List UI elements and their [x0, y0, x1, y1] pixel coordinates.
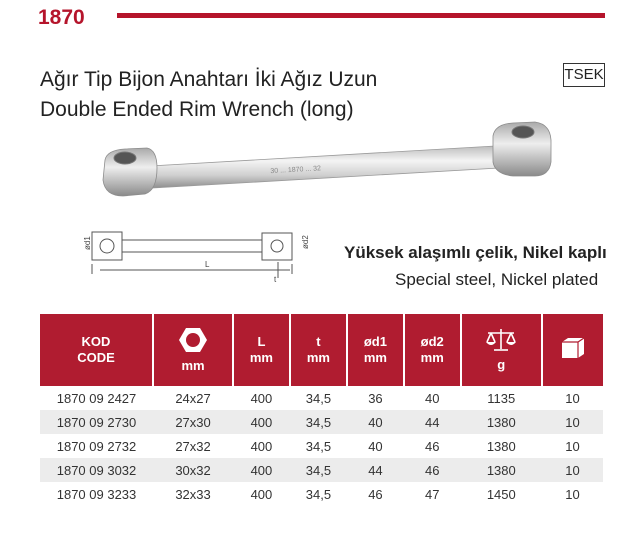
cell-length: 400	[250, 390, 273, 406]
cell-thickness: 34,5	[290, 458, 347, 482]
table-row	[40, 482, 603, 506]
catalog-code: 1870	[38, 6, 85, 29]
header-pack	[542, 314, 603, 386]
cell-thickness: 34,5	[290, 410, 347, 434]
header-d1: ød1 mm	[347, 314, 404, 386]
header-divider	[117, 13, 605, 18]
product-title-en: Double Ended Rim Wrench (long)	[40, 98, 354, 121]
cell-thickness: 34,5	[305, 486, 332, 502]
cell-pack: 10	[565, 486, 580, 502]
wrench-image	[95, 118, 565, 218]
cell-code: 1870 09 2730	[40, 410, 153, 434]
hexagon-icon	[178, 326, 208, 354]
t-label: t	[274, 275, 277, 282]
cell-thickness: 34,5	[305, 438, 332, 454]
wrench-engraving: 30 ... 1870 ... 32	[270, 165, 322, 176]
table-row	[40, 386, 603, 410]
cell-pack: 10	[565, 390, 580, 406]
header-thickness: t mm	[290, 314, 347, 386]
cell-code: 1870 09 3032	[40, 458, 153, 482]
cell-d2: 47	[424, 486, 440, 502]
cell-d2: 46	[424, 438, 440, 454]
cell-pack: 10	[542, 458, 603, 482]
cell-d1: 36	[368, 390, 383, 406]
cell-weight: 1380	[461, 410, 542, 434]
box-icon	[560, 336, 586, 360]
cell-size: 24x27	[175, 390, 211, 406]
cell-weight: 1380	[461, 458, 542, 482]
d2-label: ød2	[301, 235, 310, 249]
cell-d1: 40	[368, 438, 383, 454]
table-row	[40, 434, 603, 458]
header-size: mm	[153, 314, 233, 386]
cell-length: 400	[250, 486, 273, 502]
cell-thickness: 34,5	[305, 390, 332, 406]
cell-size: 32x33	[175, 486, 211, 502]
header-code: KOD CODE	[40, 314, 153, 386]
cell-d1: 46	[368, 486, 383, 502]
l-label: L	[205, 260, 210, 269]
cell-size: 30x32	[153, 458, 233, 482]
material-en: Special steel, Nickel plated	[395, 270, 599, 289]
cell-code: 1870 09 2427	[56, 390, 137, 406]
cell-code: 1870 09 2732	[56, 438, 137, 454]
header-length: L mm	[233, 314, 290, 386]
cell-d2: 44	[404, 410, 461, 434]
product-title-tr: Ağır Tip Bijon Anahtarı İki Ağız Uzun	[40, 68, 378, 91]
material-tr: Yüksek alaşımlı çelik, Nikel kaplı	[344, 243, 607, 262]
cell-size: 27x32	[175, 438, 211, 454]
technical-drawing	[72, 222, 312, 282]
cell-pack: 10	[565, 438, 580, 454]
d1-label: ød1	[83, 236, 92, 250]
cell-d2: 46	[404, 458, 461, 482]
cell-d1: 44	[347, 458, 404, 482]
table-row	[40, 458, 603, 482]
header-weight: g	[461, 314, 542, 386]
scale-icon	[484, 327, 518, 353]
header-d2: ød2 mm	[404, 314, 461, 386]
cell-code: 1870 09 3233	[56, 486, 137, 502]
table-row	[40, 410, 603, 434]
cell-d1: 40	[347, 410, 404, 434]
table-header-row	[40, 314, 603, 386]
spec-table	[40, 314, 603, 506]
cell-size: 27x30	[153, 410, 233, 434]
cell-length: 400	[250, 438, 273, 454]
standard-badge: TSEK	[563, 63, 605, 87]
cell-d2: 40	[424, 390, 440, 406]
cell-pack: 10	[542, 410, 603, 434]
cell-weight: 1380	[486, 438, 516, 454]
cell-length: 400	[233, 410, 290, 434]
cell-weight: 1135	[487, 390, 516, 406]
cell-weight: 1450	[486, 486, 516, 502]
cell-length: 400	[233, 458, 290, 482]
